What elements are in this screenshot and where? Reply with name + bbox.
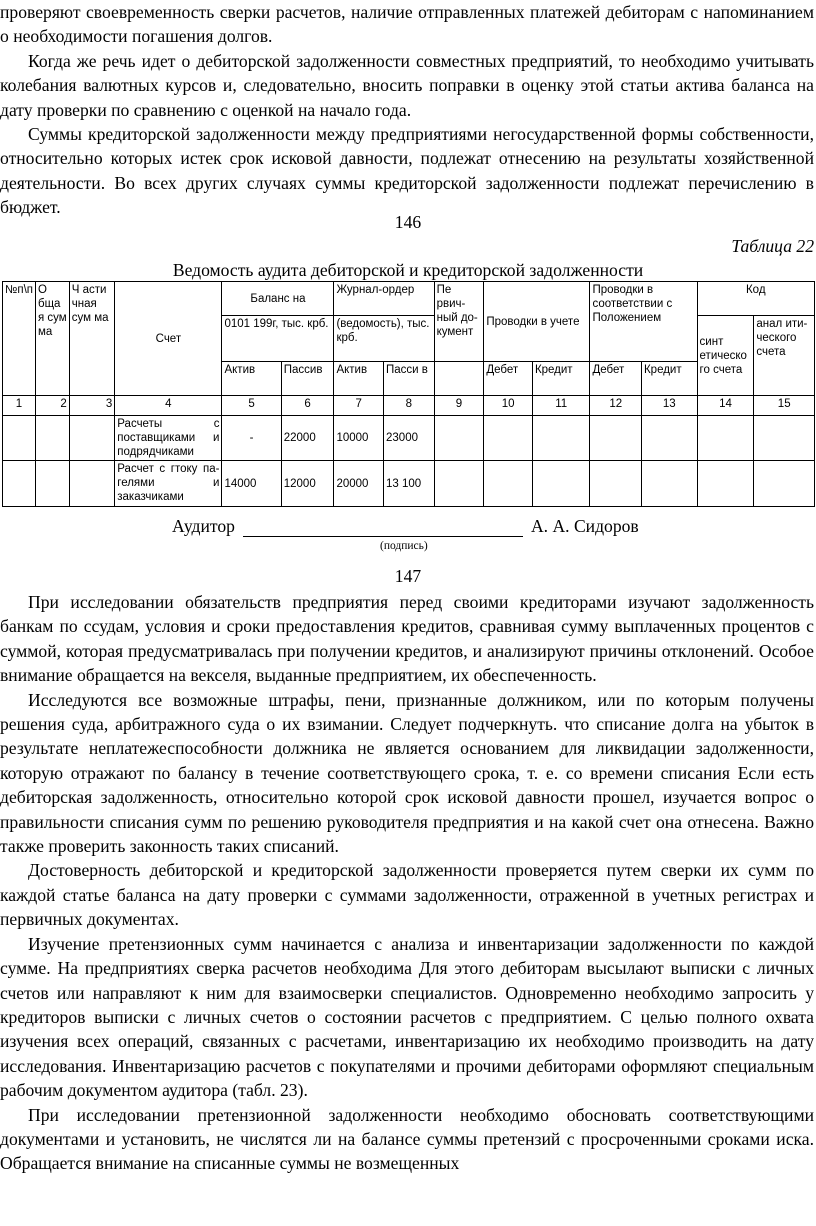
audit-table xyxy=(2,281,815,507)
header-code-synthetic: синт етическо го счета xyxy=(697,316,754,396)
value-cell: 23000 xyxy=(384,416,435,461)
column-number: 1 xyxy=(3,396,36,416)
column-number: 4 xyxy=(115,396,222,416)
column-number: 13 xyxy=(641,396,697,416)
signature-label: Аудитор xyxy=(172,516,235,536)
value-cell: 12000 xyxy=(281,461,334,507)
column-number: 10 xyxy=(484,396,533,416)
column-number: 15 xyxy=(754,396,815,416)
header-no: №п\п xyxy=(3,282,36,396)
column-number: 6 xyxy=(281,396,334,416)
value-cell: 13 100 xyxy=(384,461,435,507)
value-cell: 22000 xyxy=(281,416,334,461)
header-total: О бща я сум ма xyxy=(36,282,70,396)
column-number: 12 xyxy=(590,396,642,416)
header-passive: Пассив xyxy=(281,362,334,396)
page-number: 147 xyxy=(394,566,422,586)
header-balance-sub: 0101 199г, тыс. крб. xyxy=(222,316,334,362)
table-label: Таблица 22 xyxy=(731,236,814,256)
header-partial: Ч асти чная сум ма xyxy=(69,282,114,396)
column-number: 7 xyxy=(334,396,384,416)
header-active: Актив xyxy=(222,362,281,396)
value-cell: 10000 xyxy=(334,416,384,461)
header-journal: Журнал-ордер xyxy=(334,282,434,316)
header-code-analytic: анал ити-ческого счета xyxy=(754,316,815,396)
column-number: 11 xyxy=(532,396,590,416)
bottom-text-block xyxy=(0,590,814,1176)
paragraph: Когда же речь идет о дебиторской задолженности совместных предприятий, то необходимо учитывать колебания валютных курсов и, следовательно, вносить поправки в оценку этой статьи актива баланса на дату проверки по сравнению с оценкой на начало года. xyxy=(0,50,814,120)
header-empty xyxy=(434,362,484,396)
header-active: Актив xyxy=(334,362,384,396)
account-cell: Расчеты с поставщиками и подрядчиками xyxy=(115,416,222,461)
paragraph: При исследовании претензионной задолженности необходимо обосновать соответствующими документами и установить, не числятся ли на балансе суммы претензий с просроченными сроками иска. Обращается внимание на списанные суммы не возмещенных xyxy=(0,1104,814,1174)
column-number: 2 xyxy=(36,396,70,416)
column-number: 8 xyxy=(384,396,435,416)
value-cell: 14000 xyxy=(222,461,281,507)
signature-line xyxy=(172,516,639,537)
header-entries: Проводки в учете xyxy=(484,282,590,362)
header-account: Счет xyxy=(115,282,222,396)
header-entries-regulation: Проводки в соответствии с Положением xyxy=(590,282,697,362)
column-number-row xyxy=(3,396,815,416)
account-cell: Расчет с гтоку па-гелями и заказчиками xyxy=(115,461,222,507)
header-credit: Кредит xyxy=(532,362,590,396)
paragraph: проверяют своевременность сверки расчетов, наличие отправленных платежей дебиторам с напоминанием о необходимости погашения долгов. xyxy=(0,2,814,47)
column-number: 9 xyxy=(434,396,484,416)
header-code: Код xyxy=(697,282,814,316)
header-journal-sub: (ведомость), тыс. крб. xyxy=(334,316,434,362)
signature-blank xyxy=(243,519,523,537)
table-row xyxy=(3,416,815,461)
paragraph: Исследуются все возможные штрафы, пени, признанные должником, или по которым получены решения суда, арбитражного суда о их взимании. Следует подчеркнуть. что списание долга на убыток в результате неплатежеспособности должника не является основанием для ликвидации задолженности, которую отражают по балансу в течение соответствующего срока, т. е. со времени списания Если есть дебиторская задолженность, относительно которой срок исковой давности прошел, изучается вопрос о правильности списания сумм по решению руководителя предприятия и на какой счет она отнесена. Важно также проверить законность таких списаний. xyxy=(0,689,814,857)
table-title: Ведомость аудита дебиторской и кредиторской задолженности xyxy=(172,260,644,280)
paragraph: При исследовании обязательств предприятия перед своими кредиторами изучают задолженность банкам по ссудам, условия и сроки предоставления кредитов, сравнивая сумму выплаченных процентов с суммой, которая предусматривалась при получении кредитов, и анализируют причины отклонений. Особое внимание обращается на векселя, выданные предприятием, их обеспеченность. xyxy=(0,592,814,686)
value-cell: - xyxy=(222,416,281,461)
column-number: 14 xyxy=(697,396,754,416)
header-credit: Кредит xyxy=(641,362,697,396)
header-debit: Дебет xyxy=(484,362,533,396)
signature-caption: (подпись) xyxy=(380,540,428,552)
paragraph: Суммы кредиторской задолженности между предприятиями негосударственной формы собственности, относительно которых истек срок исковой давности, подлежат отнесению на результаты хозяйственной деятельности. Во всех других случаях суммы кредиторской задолженности подлежат перечислению в бюджет. xyxy=(0,124,814,218)
paragraph: Изучение претензионных сумм начинается с анализа и инвентаризации задолженности по каждой сумме. На предприятиях сверка расчетов необходима Для этого дебиторам высылают выписки с личных счетов или направляют к ним для взаимосверки специалистов. Одновременно необходимо запросить у кредиторов выписки с личных счетов о состоянии расчетов с предприятием. С целью полного охвата изучения всех операций, связанных с расчетами, инвентаризацию их необходимо производить на дату исследования. Инвентаризацию расчетов с покупателями и прочими дебиторами оформляют специальным рабочим документом аудитора (табл. 23). xyxy=(0,933,814,1101)
column-number: 3 xyxy=(69,396,114,416)
value-cell: 20000 xyxy=(334,461,384,507)
column-number: 5 xyxy=(222,396,281,416)
paragraph: Достоверность дебиторской и кредиторской задолженности проверяется путем сверки их сумм по каждой статье баланса на дату проверки с суммами задолженности, отраженной в учетных регистрах и первичных документах. xyxy=(0,860,814,930)
top-text-block xyxy=(0,0,814,220)
header-passive: Пасси в xyxy=(384,362,435,396)
header-balance: Баланс на xyxy=(222,282,334,316)
table-row xyxy=(3,461,815,507)
header-debit: Дебет xyxy=(590,362,642,396)
signature-name: А. А. Сидоров xyxy=(530,516,639,536)
page-number: 146 xyxy=(394,212,422,232)
header-primary-doc: Пе рвич-ный до-кумент xyxy=(434,282,484,362)
